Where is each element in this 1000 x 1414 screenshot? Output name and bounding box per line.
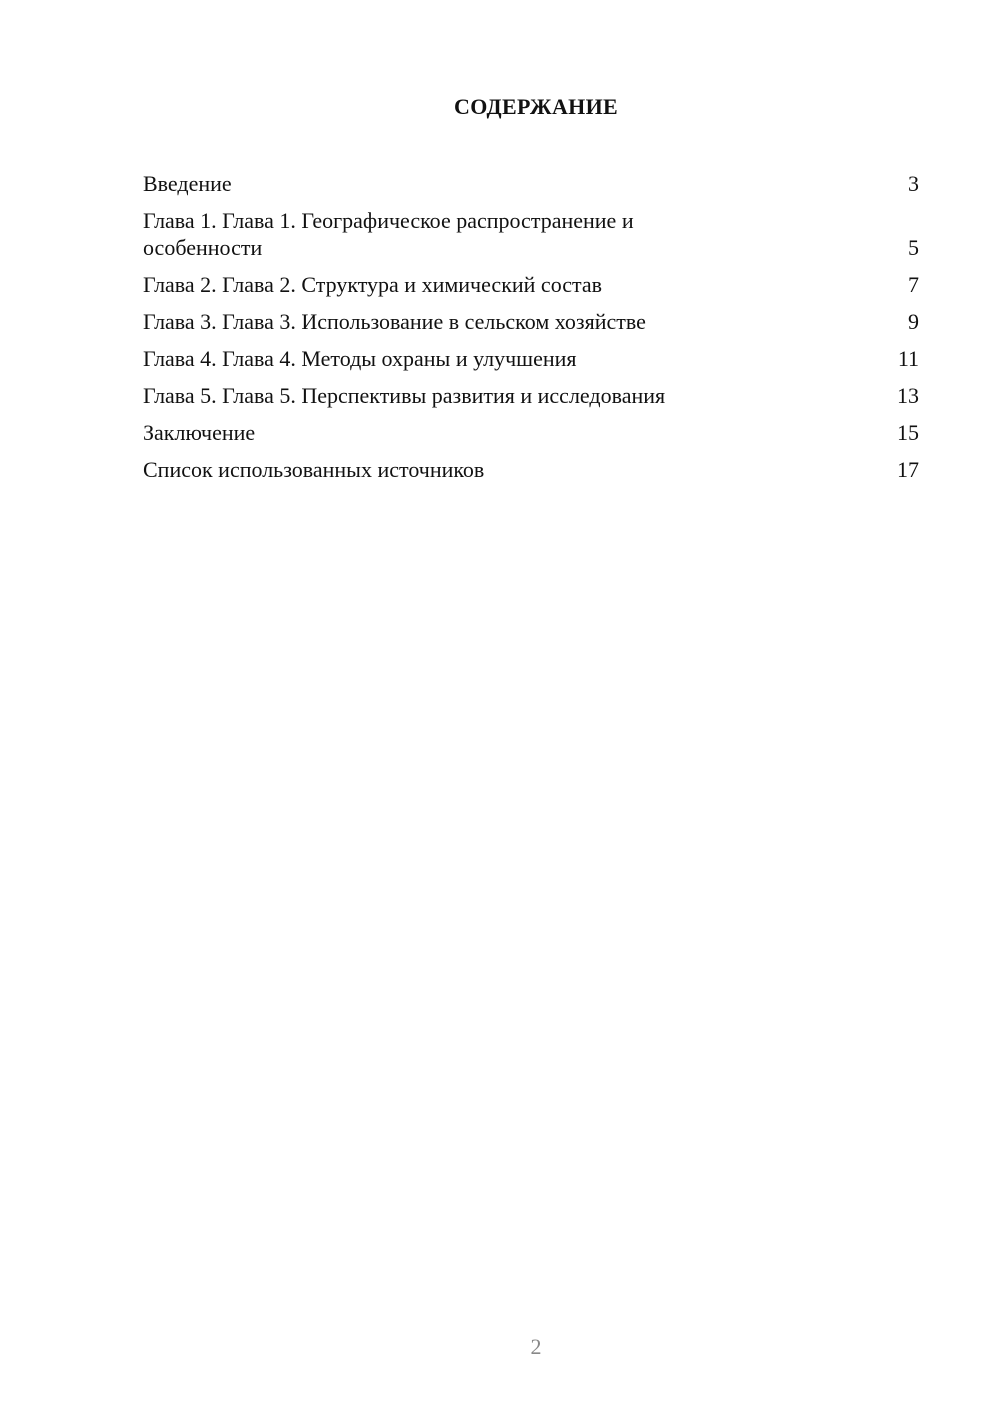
toc-entry-page: 13 xyxy=(897,383,919,408)
toc-entry-page: 9 xyxy=(908,309,919,334)
toc-entry-chapter-5 xyxy=(143,382,919,409)
toc-entry-page: 15 xyxy=(897,420,919,445)
page-title: СОДЕРЖАНИЕ xyxy=(454,94,618,119)
toc-entry-page: 7 xyxy=(908,272,919,297)
toc-entry-introduction xyxy=(143,170,919,197)
toc-entry-label: Глава 1. Глава 1. Географическое распространение и особенности xyxy=(143,208,634,260)
toc-entry-chapter-1 xyxy=(143,207,919,261)
toc-entry-page: 17 xyxy=(897,457,919,482)
toc-entry-page: 5 xyxy=(908,235,919,260)
toc-entry-label: Список использованных источников xyxy=(143,457,485,482)
toc-entry-page: 3 xyxy=(908,171,919,196)
toc-entry-label: Глава 4. Глава 4. Методы охраны и улучшения xyxy=(143,346,577,371)
toc-entry-chapter-4 xyxy=(143,345,919,372)
toc-entry-page: 11 xyxy=(897,346,919,371)
toc-entry-label: Заключение xyxy=(143,420,256,445)
toc-entry-references xyxy=(143,456,919,483)
toc-entry-label: Глава 5. Глава 5. Перспективы развития и исследования xyxy=(143,383,666,408)
toc-entry-label: Введение xyxy=(143,171,232,196)
toc-entry-chapter-2 xyxy=(143,271,919,298)
toc-entry-chapter-3 xyxy=(143,308,919,335)
toc-entry-label: Глава 3. Глава 3. Использование в сельском хозяйстве xyxy=(143,309,646,334)
page-number: 2 xyxy=(530,1334,542,1359)
toc-entry-conclusion xyxy=(143,419,919,446)
toc-entry-label: Глава 2. Глава 2. Структура и химический состав xyxy=(143,272,603,297)
table-of-contents xyxy=(143,170,919,493)
